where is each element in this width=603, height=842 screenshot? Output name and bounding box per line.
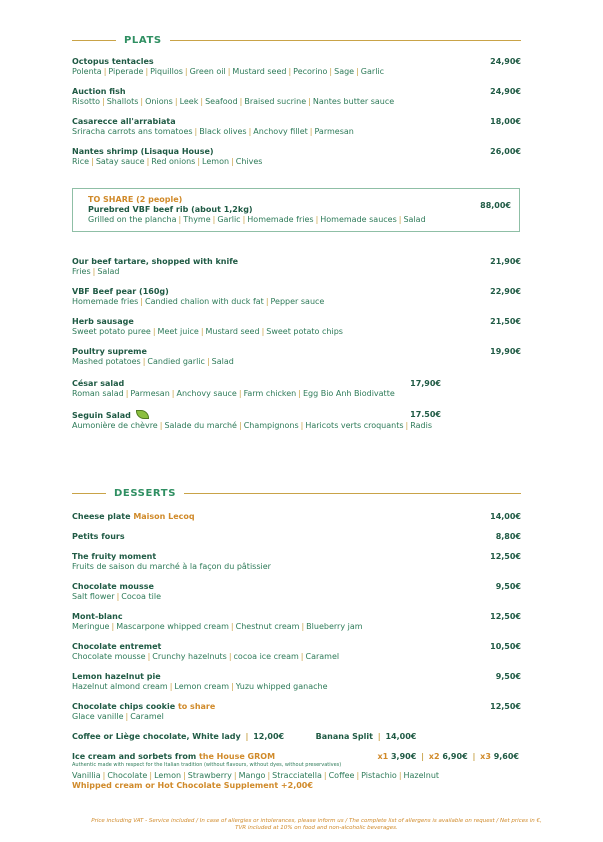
desc-part: Hazelnut (403, 771, 440, 780)
item-price: 9,50€ (495, 582, 521, 591)
desc-part: Salade du marché (164, 421, 237, 430)
item-name-accent: Maison Lecoq (133, 512, 195, 521)
menu-item (72, 379, 521, 399)
separator: | (91, 157, 94, 166)
separator: | (231, 157, 234, 166)
menu-item (72, 87, 521, 107)
item-name (72, 702, 521, 712)
desc-part: Chives (235, 157, 263, 166)
desc-part: Mascarpone whipped cream (116, 622, 229, 631)
item-price: 8,80€ (495, 532, 521, 541)
menu-item (72, 702, 521, 722)
price-x1: 3,90€ (390, 752, 417, 761)
price-x2: 6,90€ (442, 752, 468, 761)
item-price: 17.50€ (410, 410, 441, 419)
item-name (72, 512, 521, 522)
desc-part: Aumonière de chèvre (72, 421, 158, 430)
item-name: Casarecce all'arrabiata (72, 117, 176, 126)
icecream-supplement: Whipped cream or Hot Chocolate Supplement +2,00€ (72, 781, 313, 790)
section-header-plats (72, 33, 521, 47)
price-x3: 9,60€ (493, 752, 519, 761)
separator: | (184, 67, 188, 76)
separator: | (140, 297, 143, 306)
item-price: 17,90€ (410, 379, 441, 388)
item-price: 24,90€ (490, 87, 521, 96)
separator: | (300, 652, 304, 661)
desc-part: Caramel (130, 712, 164, 721)
item-price: 12,50€ (490, 552, 521, 561)
menu-item (72, 257, 521, 277)
desc-part: Mango (238, 771, 266, 780)
item-name: César salad (72, 379, 125, 388)
desc-part: Salad (211, 357, 234, 366)
menu-item (72, 317, 521, 337)
desc-part: Braised sucrine (244, 97, 307, 106)
desc-part: Sweet potato puree (72, 327, 151, 336)
share-price: 88,00€ (480, 201, 511, 210)
desc-part: Lemon (154, 771, 182, 780)
menu-item (72, 612, 521, 632)
separator: | (145, 67, 149, 76)
menu-item (72, 117, 521, 137)
desc-part: Champignons (243, 421, 299, 430)
separator: | (245, 732, 249, 741)
section-title: DESSERTS (114, 487, 176, 499)
separator: | (405, 421, 409, 430)
share-box (72, 188, 520, 232)
separator: | (125, 712, 129, 721)
separator: | (103, 67, 107, 76)
separator: | (212, 215, 216, 224)
item-name: The fruity moment (72, 552, 157, 561)
menu-item (72, 347, 521, 367)
desc-part: Yuzu whipped ganache (235, 682, 328, 691)
footer-line-2: TVR included at 10% on food and non-alcoholic beverages. (235, 825, 398, 831)
item-name: Nantes shrimp (Lisaqua House) (72, 147, 214, 156)
desc-part: Parmesan (130, 389, 170, 398)
menu-item (72, 57, 521, 77)
size-x2: x2 (428, 752, 440, 761)
desc-part: Fries (72, 267, 91, 276)
share-item-name: Purebred VBF beef rib (about 1,2kg) (88, 205, 253, 214)
desc-part: Shallots (106, 97, 139, 106)
desc-part: Salad (403, 215, 426, 224)
desc-part: Seafood (205, 97, 238, 106)
item-name: Chocolate entremet (72, 642, 162, 651)
item-desc (72, 67, 521, 77)
desc-part: Green oil (189, 67, 226, 76)
menu-item (72, 552, 521, 572)
item-price: 12,50€ (490, 612, 521, 621)
item-price: 18,00€ (490, 117, 521, 126)
separator: | (146, 157, 150, 166)
menu-item (72, 512, 521, 522)
separator: | (398, 215, 402, 224)
coffee-row (72, 732, 416, 741)
desc-part: Caramel (305, 652, 340, 661)
item-desc (72, 389, 521, 399)
item-price: 14,00€ (490, 512, 521, 521)
separator: | (315, 215, 319, 224)
separator: | (300, 421, 304, 430)
desc-part: Lemon (202, 157, 230, 166)
coffee-name: Coffee or Liège chocolate, White lady (72, 732, 241, 741)
desc-part: Mustard seed (232, 67, 287, 76)
item-name: Petits fours (72, 532, 125, 541)
desc-part: Sage (334, 67, 355, 76)
item-name: Auction fish (72, 87, 126, 96)
item-name: Mont-blanc (72, 612, 123, 621)
separator: | (111, 622, 115, 631)
separator: | (116, 592, 120, 601)
divider (184, 493, 521, 494)
item-name: Poultry supreme (72, 347, 147, 356)
separator: | (267, 771, 271, 780)
separator: | (174, 97, 178, 106)
item-desc (72, 652, 521, 662)
desc-part: Egg Bio Anh Biodivatte (302, 389, 395, 398)
desc-part: Candied chalion with duck fat (144, 297, 264, 306)
separator: | (92, 267, 96, 276)
separator: | (301, 622, 305, 631)
desc-part: Pistachio (361, 771, 397, 780)
item-name: VBF Beef pear (160g) (72, 287, 169, 296)
separator: | (178, 215, 182, 224)
separator: | (142, 357, 146, 366)
item-name-text: Chocolate chips cookie (72, 702, 176, 711)
share-item-desc (88, 215, 426, 225)
item-desc (72, 267, 521, 277)
desc-part: Garlic (217, 215, 241, 224)
desc-part: Salad (97, 267, 120, 276)
desc-part: Farm chicken (243, 389, 297, 398)
separator: | (183, 771, 186, 780)
desc-part: Parmesan (314, 127, 354, 136)
item-desc (72, 592, 521, 602)
desc-part: Mustard seed (205, 327, 260, 336)
item-name: Seguin Salad (72, 410, 521, 421)
separator: | (125, 389, 129, 398)
banana-split-price: 14,00€ (385, 732, 417, 741)
item-name-accent: the House GROM (198, 752, 276, 761)
desc-part: Pecorino (293, 67, 328, 76)
separator: | (102, 771, 106, 780)
desc-part: Mashed potatoes (72, 357, 141, 366)
divider (72, 40, 116, 41)
item-price: 12,50€ (490, 702, 521, 711)
separator: | (228, 652, 232, 661)
desc-part: Crunchy hazelnuts (152, 652, 227, 661)
separator: | (231, 682, 234, 691)
desc-part: Fruits de saison du marché à la façon du pâtissier (72, 562, 271, 571)
item-price: 21,50€ (490, 317, 521, 326)
desc-part: Black olives (199, 127, 247, 136)
item-desc (72, 127, 521, 137)
separator: | (329, 67, 333, 76)
desc-part: Meet juice (157, 327, 199, 336)
separator: | (159, 421, 163, 430)
desc-part: Anchovy fillet (253, 127, 308, 136)
item-name: Lemon hazelnut pie (72, 672, 161, 681)
separator: | (200, 327, 204, 336)
separator: | (140, 97, 144, 106)
separator: | (421, 752, 424, 761)
separator: | (288, 67, 292, 76)
separator: | (242, 215, 246, 224)
banana-split-name: Banana Split (315, 732, 373, 741)
desc-part: Glace vanille (72, 712, 124, 721)
desc-part: Homemade fries (72, 297, 139, 306)
separator: | (308, 97, 311, 106)
desc-part: cocoa ice cream (233, 652, 299, 661)
item-price: 21,90€ (490, 257, 521, 266)
item-name-accent: to share (177, 702, 216, 711)
coffee-price: 12,00€ (253, 732, 285, 741)
separator: | (356, 771, 360, 780)
item-desc (72, 622, 521, 632)
desc-part: Piperade (108, 67, 144, 76)
footer-legal (60, 818, 573, 832)
desc-part: Polenta (72, 67, 102, 76)
menu-item (72, 532, 521, 542)
desc-part: Grilled on the plancha (88, 215, 177, 224)
share-label: TO SHARE (2 people) (88, 195, 183, 204)
item-desc (72, 297, 521, 307)
desc-part: Satay sauce (95, 157, 145, 166)
item-desc (72, 562, 521, 572)
menu-item (72, 642, 521, 662)
desc-part: Salt flower (72, 592, 115, 601)
separator: | (152, 327, 156, 336)
item-name-text: Cheese plate (72, 512, 131, 521)
desc-part: Sriracha carrots ans tomatoes (72, 127, 193, 136)
desc-part: Chocolate (107, 771, 148, 780)
separator: | (248, 127, 252, 136)
desc-part: Sweet potato chips (266, 327, 343, 336)
item-price: 19,90€ (490, 347, 521, 356)
separator: | (102, 97, 105, 106)
desc-part: Rice (72, 157, 90, 166)
desc-part: Radis (410, 421, 432, 430)
separator: | (206, 357, 210, 366)
desc-part: Nantes butter sauce (312, 97, 395, 106)
desc-part: Coffee (328, 771, 355, 780)
desc-part: Haricots verts croquants (305, 421, 404, 430)
desc-part: Vanillia (72, 771, 101, 780)
desc-part: Chocolate mousse (72, 652, 146, 661)
icecream-item (72, 752, 521, 791)
separator: | (265, 297, 269, 306)
item-price: 22,90€ (490, 287, 521, 296)
separator: | (230, 622, 234, 631)
separator: | (200, 97, 204, 106)
menu-item (72, 410, 521, 431)
item-name: Chocolate mousse (72, 582, 154, 591)
icecream-prices (377, 752, 519, 762)
desc-part: Meringue (72, 622, 110, 631)
desc-part: Roman salad (72, 389, 124, 398)
footer-line-1: Price including VAT - Service included / In case of allergies or intolerances, please inform us / The complete list of allergens is available on request / Net prices in €, (91, 818, 542, 824)
icecream-note: Authentic made with respect for the Italian tradition (without flavours, without dyes, without preservatives) (72, 762, 342, 768)
desc-part: Hazelnut almond cream (72, 682, 168, 691)
desc-part: Lemon cream (174, 682, 230, 691)
item-desc (72, 357, 521, 367)
desc-part: Leek (179, 97, 199, 106)
menu-item (72, 147, 521, 167)
desc-part: Onions (145, 97, 173, 106)
separator: | (238, 389, 242, 398)
desc-part: Cocoa tile (121, 592, 162, 601)
desc-part: Piquillos (150, 67, 183, 76)
item-name: Our beef tartare, shopped with knife (72, 257, 239, 266)
divider (72, 493, 106, 494)
desc-part: Blueberry jam (306, 622, 363, 631)
item-price: 10,50€ (490, 642, 521, 651)
separator: | (169, 682, 173, 691)
menu-item (72, 582, 521, 602)
separator: | (377, 732, 381, 741)
item-name-text: Ice cream and sorbets from (72, 752, 197, 761)
item-desc (72, 97, 521, 107)
item-name: Herb sausage (72, 317, 134, 326)
item-desc (72, 682, 521, 692)
desc-part: Candied garlic (147, 357, 205, 366)
separator: | (398, 771, 402, 780)
separator: | (356, 67, 359, 76)
item-name: Octopus tentacles (72, 57, 154, 66)
separator: | (309, 127, 313, 136)
desc-part: Anchovy sauce (176, 389, 237, 398)
divider (170, 40, 521, 41)
separator: | (323, 771, 327, 780)
desc-part: Stracciatella (272, 771, 322, 780)
desc-part: Homemade sauces (320, 215, 397, 224)
icecream-flavours (72, 771, 521, 781)
separator: | (149, 771, 153, 780)
separator: | (147, 652, 151, 661)
desc-part: Chestnut cream (235, 622, 300, 631)
separator: | (194, 127, 198, 136)
section-title: PLATS (124, 34, 162, 46)
menu-item (72, 287, 521, 307)
item-desc (72, 421, 521, 431)
menu-item (72, 672, 521, 692)
separator: | (171, 389, 175, 398)
item-price: 24,90€ (490, 57, 521, 66)
desc-part: Pepper sauce (270, 297, 325, 306)
item-desc (72, 327, 521, 337)
separator: | (472, 752, 476, 761)
separator: | (233, 771, 237, 780)
desc-part: Thyme (183, 215, 211, 224)
desc-part: Red onions (151, 157, 196, 166)
separator: | (298, 389, 301, 398)
desc-part: Homemade fries (247, 215, 314, 224)
separator: | (239, 97, 243, 106)
size-x3: x3 (480, 752, 491, 761)
leaf-icon (136, 410, 149, 419)
desc-part: Strawberry (187, 771, 232, 780)
item-price: 9,50€ (495, 672, 521, 681)
separator: | (238, 421, 242, 430)
separator: | (227, 67, 231, 76)
desc-part: Garlic (360, 67, 385, 76)
desc-part: Risotto (72, 97, 101, 106)
item-price: 26,00€ (490, 147, 521, 156)
item-desc (72, 157, 521, 167)
separator: | (197, 157, 201, 166)
item-desc (72, 712, 521, 722)
size-x1: x1 (377, 752, 389, 761)
section-header-desserts (72, 486, 521, 500)
separator: | (261, 327, 265, 336)
